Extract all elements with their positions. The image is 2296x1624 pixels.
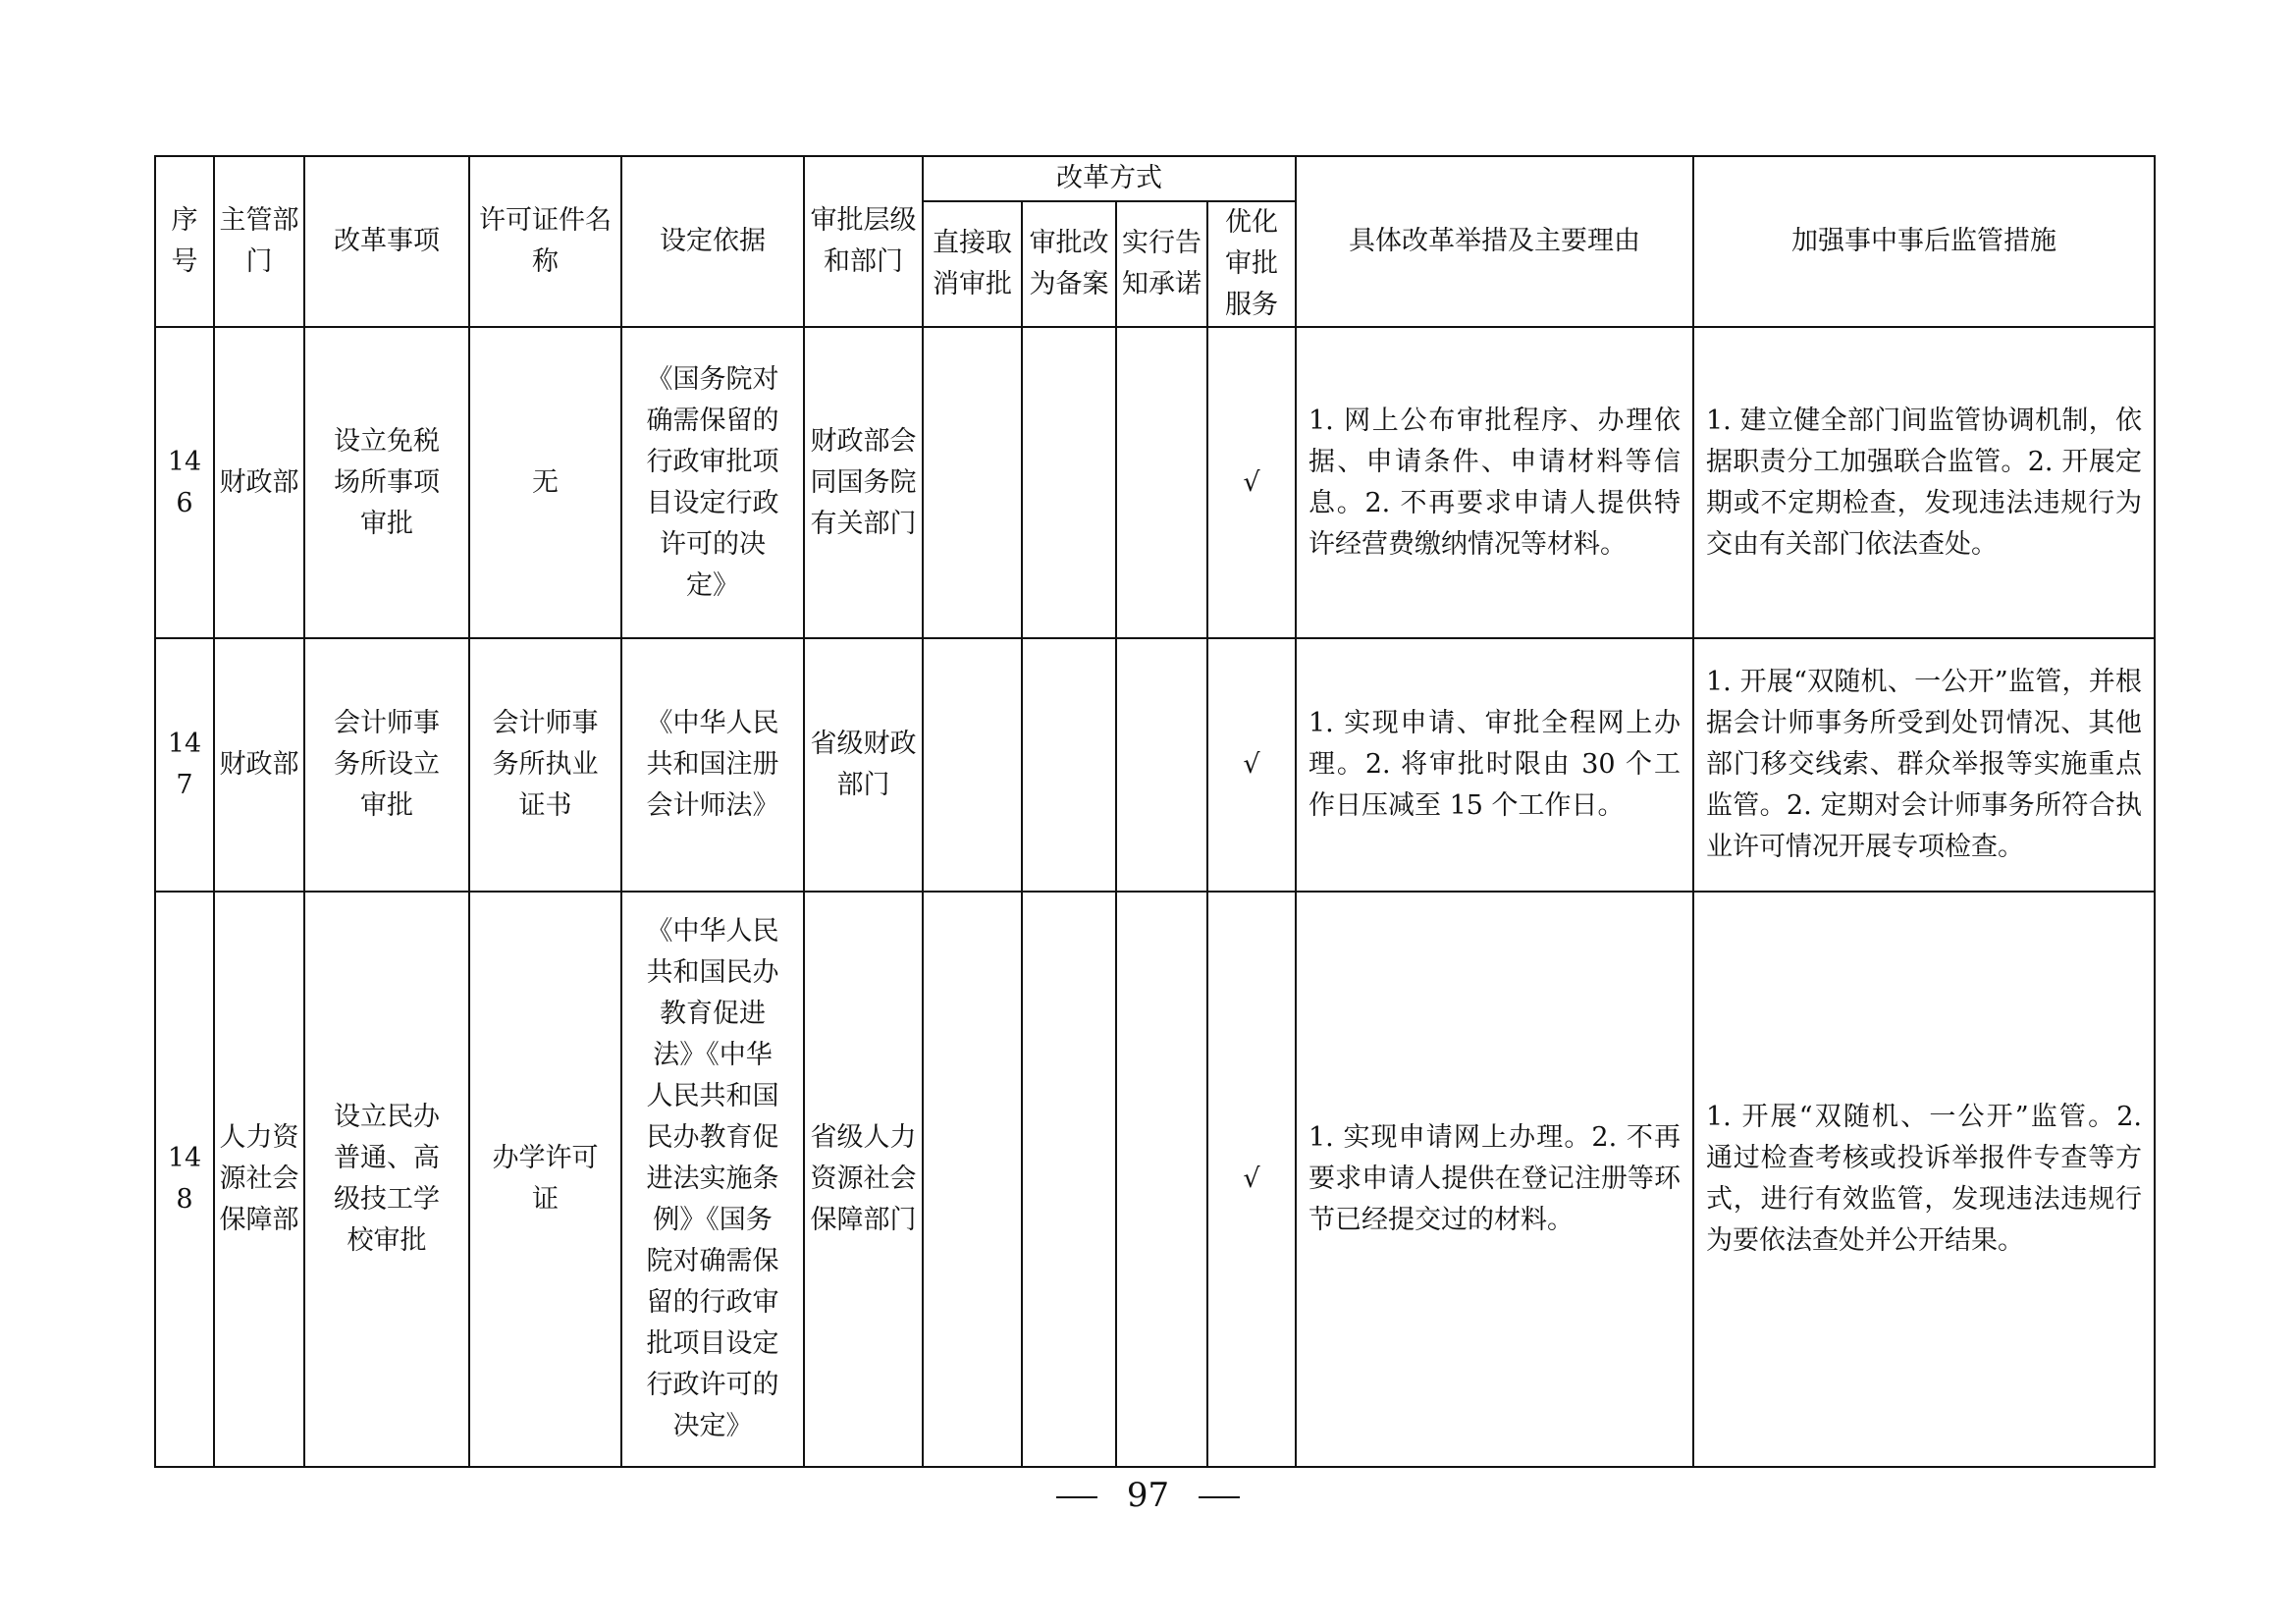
page-number: 97 — [1126, 1476, 1170, 1515]
cell-basis: 《中华人民共和国民办教育促进法》《中华人民共和国民办教育促进法实施条例》《国务院对确需保留的行政审批项目设定行政许可的决定》 — [621, 892, 804, 1467]
cell-license: 无 — [469, 327, 621, 638]
table-row — [155, 638, 2155, 892]
header-level: 审批层级和部门 — [804, 156, 923, 327]
cell-license: 会计师事务所执业证书 — [469, 638, 621, 892]
header-method-cancel: 直接取消审批 — [923, 201, 1022, 327]
cell-supervision: 1. 建立健全部门间监管协调机制，依据职责分工加强联合监管。2. 开展定期或不定期检查，发现违法违规行为交由有关部门依法查处。 — [1693, 327, 2155, 638]
cell-level: 财政部会同国务院有关部门 — [804, 327, 923, 638]
header-row-1 — [155, 156, 2155, 201]
header-license: 许可证件名称 — [469, 156, 621, 327]
cell-method-commitment — [1116, 892, 1207, 1467]
cell-method-cancel — [923, 638, 1022, 892]
header-method-filing: 审批改为备案 — [1022, 201, 1116, 327]
cell-basis: 《中华人民共和国注册会计师法》 — [621, 638, 804, 892]
cell-seq: 147 — [155, 638, 214, 892]
header-measures: 具体改革举措及主要理由 — [1296, 156, 1693, 327]
cell-license: 办学许可证 — [469, 892, 621, 1467]
cell-method-cancel — [923, 327, 1022, 638]
header-method-commitment: 实行告知承诺 — [1116, 201, 1207, 327]
cell-method-filing — [1022, 638, 1116, 892]
cell-method-cancel — [923, 892, 1022, 1467]
cell-basis: 《国务院对确需保留的行政审批项目设定行政许可的决定》 — [621, 327, 804, 638]
cell-measures: 1. 网上公布审批程序、办理依据、申请条件、申请材料等信息。2. 不再要求申请人提供特许经营费缴纳情况等材料。 — [1296, 327, 1693, 638]
cell-level: 省级财政部门 — [804, 638, 923, 892]
cell-method-commitment — [1116, 638, 1207, 892]
check-mark: √ — [1207, 638, 1296, 892]
right-dash — [1199, 1496, 1240, 1498]
cell-method-commitment — [1116, 327, 1207, 638]
cell-supervision: 1. 开展“双随机、一公开”监管。2. 通过检查考核或投诉举报件专查等方式，进行有效监管，发现违法违规行为要依法查处并公开结果。 — [1693, 892, 2155, 1467]
header-item: 改革事项 — [304, 156, 469, 327]
cell-method-filing — [1022, 892, 1116, 1467]
cell-item: 设立民办普通、高级技工学校审批 — [304, 892, 469, 1467]
cell-dept: 人力资源社会保障部 — [214, 892, 304, 1467]
reform-table — [154, 155, 2156, 1468]
cell-dept: 财政部 — [214, 327, 304, 638]
cell-method-filing — [1022, 327, 1116, 638]
check-mark: √ — [1207, 892, 1296, 1467]
cell-measures: 1. 实现申请网上办理。2. 不再要求申请人提供在登记注册等环节已经提交过的材料。 — [1296, 892, 1693, 1467]
header-method-optimize: 优化审批服务 — [1207, 201, 1296, 327]
cell-level: 省级人力资源社会保障部门 — [804, 892, 923, 1467]
table-row — [155, 892, 2155, 1467]
check-mark: √ — [1207, 327, 1296, 638]
header-supervision: 加强事中事后监管措施 — [1693, 156, 2155, 327]
header-basis: 设定依据 — [621, 156, 804, 327]
cell-seq: 148 — [155, 892, 214, 1467]
cell-item: 设立免税场所事项审批 — [304, 327, 469, 638]
cell-item: 会计师事务所设立审批 — [304, 638, 469, 892]
header-seq: 序号 — [155, 156, 214, 327]
cell-measures: 1. 实现申请、审批全程网上办理。2. 将审批时限由 30 个工作日压减至 15 个工作日。 — [1296, 638, 1693, 892]
cell-dept: 财政部 — [214, 638, 304, 892]
cell-supervision: 1. 开展“双随机、一公开”监管，并根据会计师事务所受到处罚情况、其他部门移交线索、群众举报等实施重点监管。2. 定期对会计师事务所符合执业许可情况开展专项检查。 — [1693, 638, 2155, 892]
left-dash — [1056, 1496, 1097, 1498]
table-row — [155, 327, 2155, 638]
header-method-group: 改革方式 — [923, 156, 1296, 201]
page-footer — [0, 1471, 2296, 1520]
cell-seq: 146 — [155, 327, 214, 638]
header-dept: 主管部门 — [214, 156, 304, 327]
